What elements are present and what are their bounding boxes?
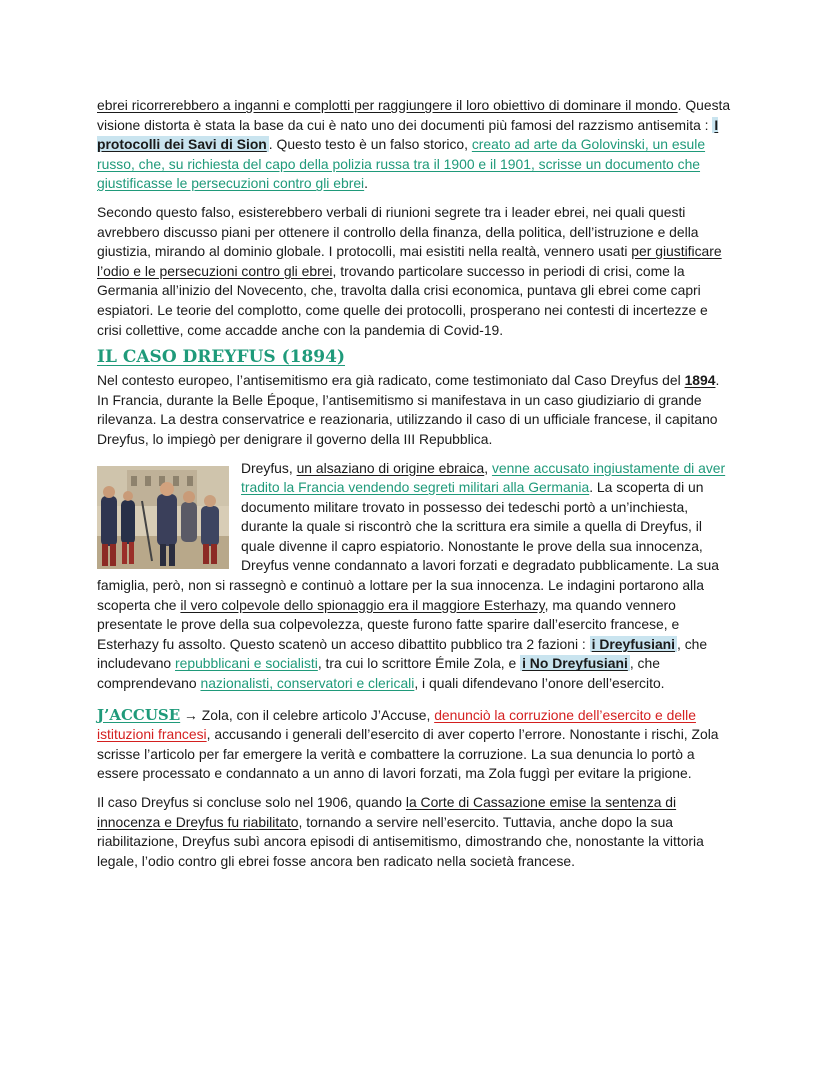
underlined-text: un alsaziano di origine ebraica	[296, 459, 485, 476]
document-page	[97, 96, 733, 871]
paragraph-falso: Secondo questo falso, esisterebbero verbali di riunioni segrete tra i leader ebrei, nei quali questi avrebbero discusso piani per ottenere il controllo della finanza, della politica, dell’istruzione e della giustizia, mirando al dominio globale. I protocolli, mai esistiti nella realtà, vennero usati per giustificare l’odio e le persecuzioni contro gli ebrei, trovando particolare successo in periodi di crisi, come la Germania all’inizio del Novecento, che, travolta dalla crisi economica, puntava gli ebrei come capri espiatori. Le teorie del complotto, come quelle dei protocolli, prosperano nei contesti di incertezze e crisi collettive, come accadde anche con la pandemia di Covid-19.	[97, 203, 722, 338]
underlined-text: la Corte di Cassazione emise la sentenza di innocenza e Dreyfus fu riabilitato	[97, 794, 677, 830]
red-underlined-text: denunciò la corruzione dell’esercito e delle istituzioni francesi	[97, 706, 696, 743]
paragraph-dreyfus: Dreyfus, un alsaziano di origine ebraica, venne accusato ingiustamente di aver tradito la Francia vendendo segreti militari alla Germania. La scoperta di un documento militare trovato in possesso dei tedeschi portò a un’inchiesta, durante la quale si riscontrò che la scrittura era simile a quella di Dreyfus, il quale divenne il capro espiatorio. Nonostante le prove della sua innocenza, Dreyfus venne condannato a lavori forzati e degradato pubblicamente. La sua famiglia, però, non si rassegnò e continuò a lottare per la sua innocenza. Le indagini portarono alla scoperta che il vero colpevole dello spionaggio era il maggiore Esterhazy, ma quando vennero presentate le prove della sua colpevolezza, queste furono fatte sparire dall’esercito francese, e Esterhazy fu assolto. Questo scatenò un acceso dibattito pubblico tra 2 fazioni : i Dreyfusiani , che includevano repubblicani e socialisti, tra cui lo scrittore Émile Zola, e i No Dreyfusiani , che comprendevano nazionalisti, conservatori e clericali, i quali difendevano l’onore dell’esercito.	[97, 459, 726, 692]
paragraph-protocols: ebrei ricorrerebbero a inganni e complotti per raggiungere il loro obiettivo di dominare il mondo. Questa visione distorta è stata la base da cui è nato uno dei documenti più famosi del razzismo antisemita : I protocolli dei Savi di Sion . Questo testo è un falso storico, creato ad arte da Golovinski, un esule russo, che, su richiesta del capo della polizia russa tra il 1900 e il 1901, scrisse un documento che giustificasse le persecuzioni contro gli ebrei.	[97, 97, 731, 192]
highlight-protocols: I protocolli dei Savi di Sion	[97, 116, 719, 153]
underlined-text: ebrei ricorrerebbero a inganni e complotti per raggiungere il loro obiettivo di dominare il mondo	[97, 97, 678, 113]
arrow-icon: →	[180, 706, 202, 723]
paragraph-jaccuse: J’ACCUSE → Zola, con il celebre articolo J’Accuse, denunciò la corruzione dell’esercito e delle istituzioni francesi, accusando i generali dell’esercito di aver coperto l’errore. Nonostante i rischi, Zola scrisse l’articolo per far emergere la verità e combattere la corruzione. La sua denuncia lo portò a essere processato e condannato a un anno di lavori forzati, ma Zola fuggì per evitare la prigione.	[97, 705, 719, 782]
illustration-image	[97, 466, 229, 569]
highlight-no-dreyfusiani: i No Dreyfusiani	[522, 655, 628, 672]
paragraph-conclusione: Il caso Dreyfus si concluse solo nel 1906, quando la Corte di Cassazione emise la sentenza di innocenza e Dreyfus fu riabilitato, tornando a servire nell’esercito. Tuttavia, anche dopo la sua riabilitazione, Dreyfus subì ancora episodi di antisemitismo, dimostrando che, nonostante la vittoria legale, l’odio contro gli ebrei fosse ancora ben radicato nella società francese.	[97, 794, 704, 869]
teal-underlined-text: nazionalisti, conservatori e clericali	[200, 675, 415, 692]
jaccuse-label: J’ACCUSE	[97, 705, 181, 724]
year-1894: 1894	[684, 372, 716, 389]
highlight-dreyfusiani: i Dreyfusiani	[591, 635, 676, 652]
underlined-text: per giustificare l’odio e le persecuzioni contro gli ebrei	[97, 243, 722, 279]
teal-underlined-text: venne accusato ingiustamente di aver tradito la Francia vendendo segreti militari alla Germania	[241, 459, 726, 496]
paragraph-contesto: Nel contesto europeo, l’antisemitismo era già radicato, come testimoniato dal Caso Dreyfus del 1894. In Francia, durante la Belle Époque, l’antisemitismo si manifestava in un caso giudiziario di grande rilevanza. La destra conservatrice e reazionaria, utilizzando il caso di un ufficiale francese, il capitano Dreyfus, lo impiegò per denigrare il governo della III Repubblica.	[97, 372, 720, 447]
dreyfus-degradation-illustration	[97, 466, 229, 569]
teal-underlined-text: repubblicani e socialisti	[175, 655, 318, 672]
teal-underlined-text: creato ad arte da Golovinski, un esule russo, che, su richiesta del capo della polizia russa tra il 1900 e il 1901, scrisse un documento che giustificasse le persecuzioni contro gli ebrei	[97, 136, 706, 192]
section-heading: IL CASO DREYFUS (1894)	[97, 347, 346, 368]
underlined-text: il vero colpevole dello spionaggio era il maggiore Esterhazy	[180, 596, 545, 613]
